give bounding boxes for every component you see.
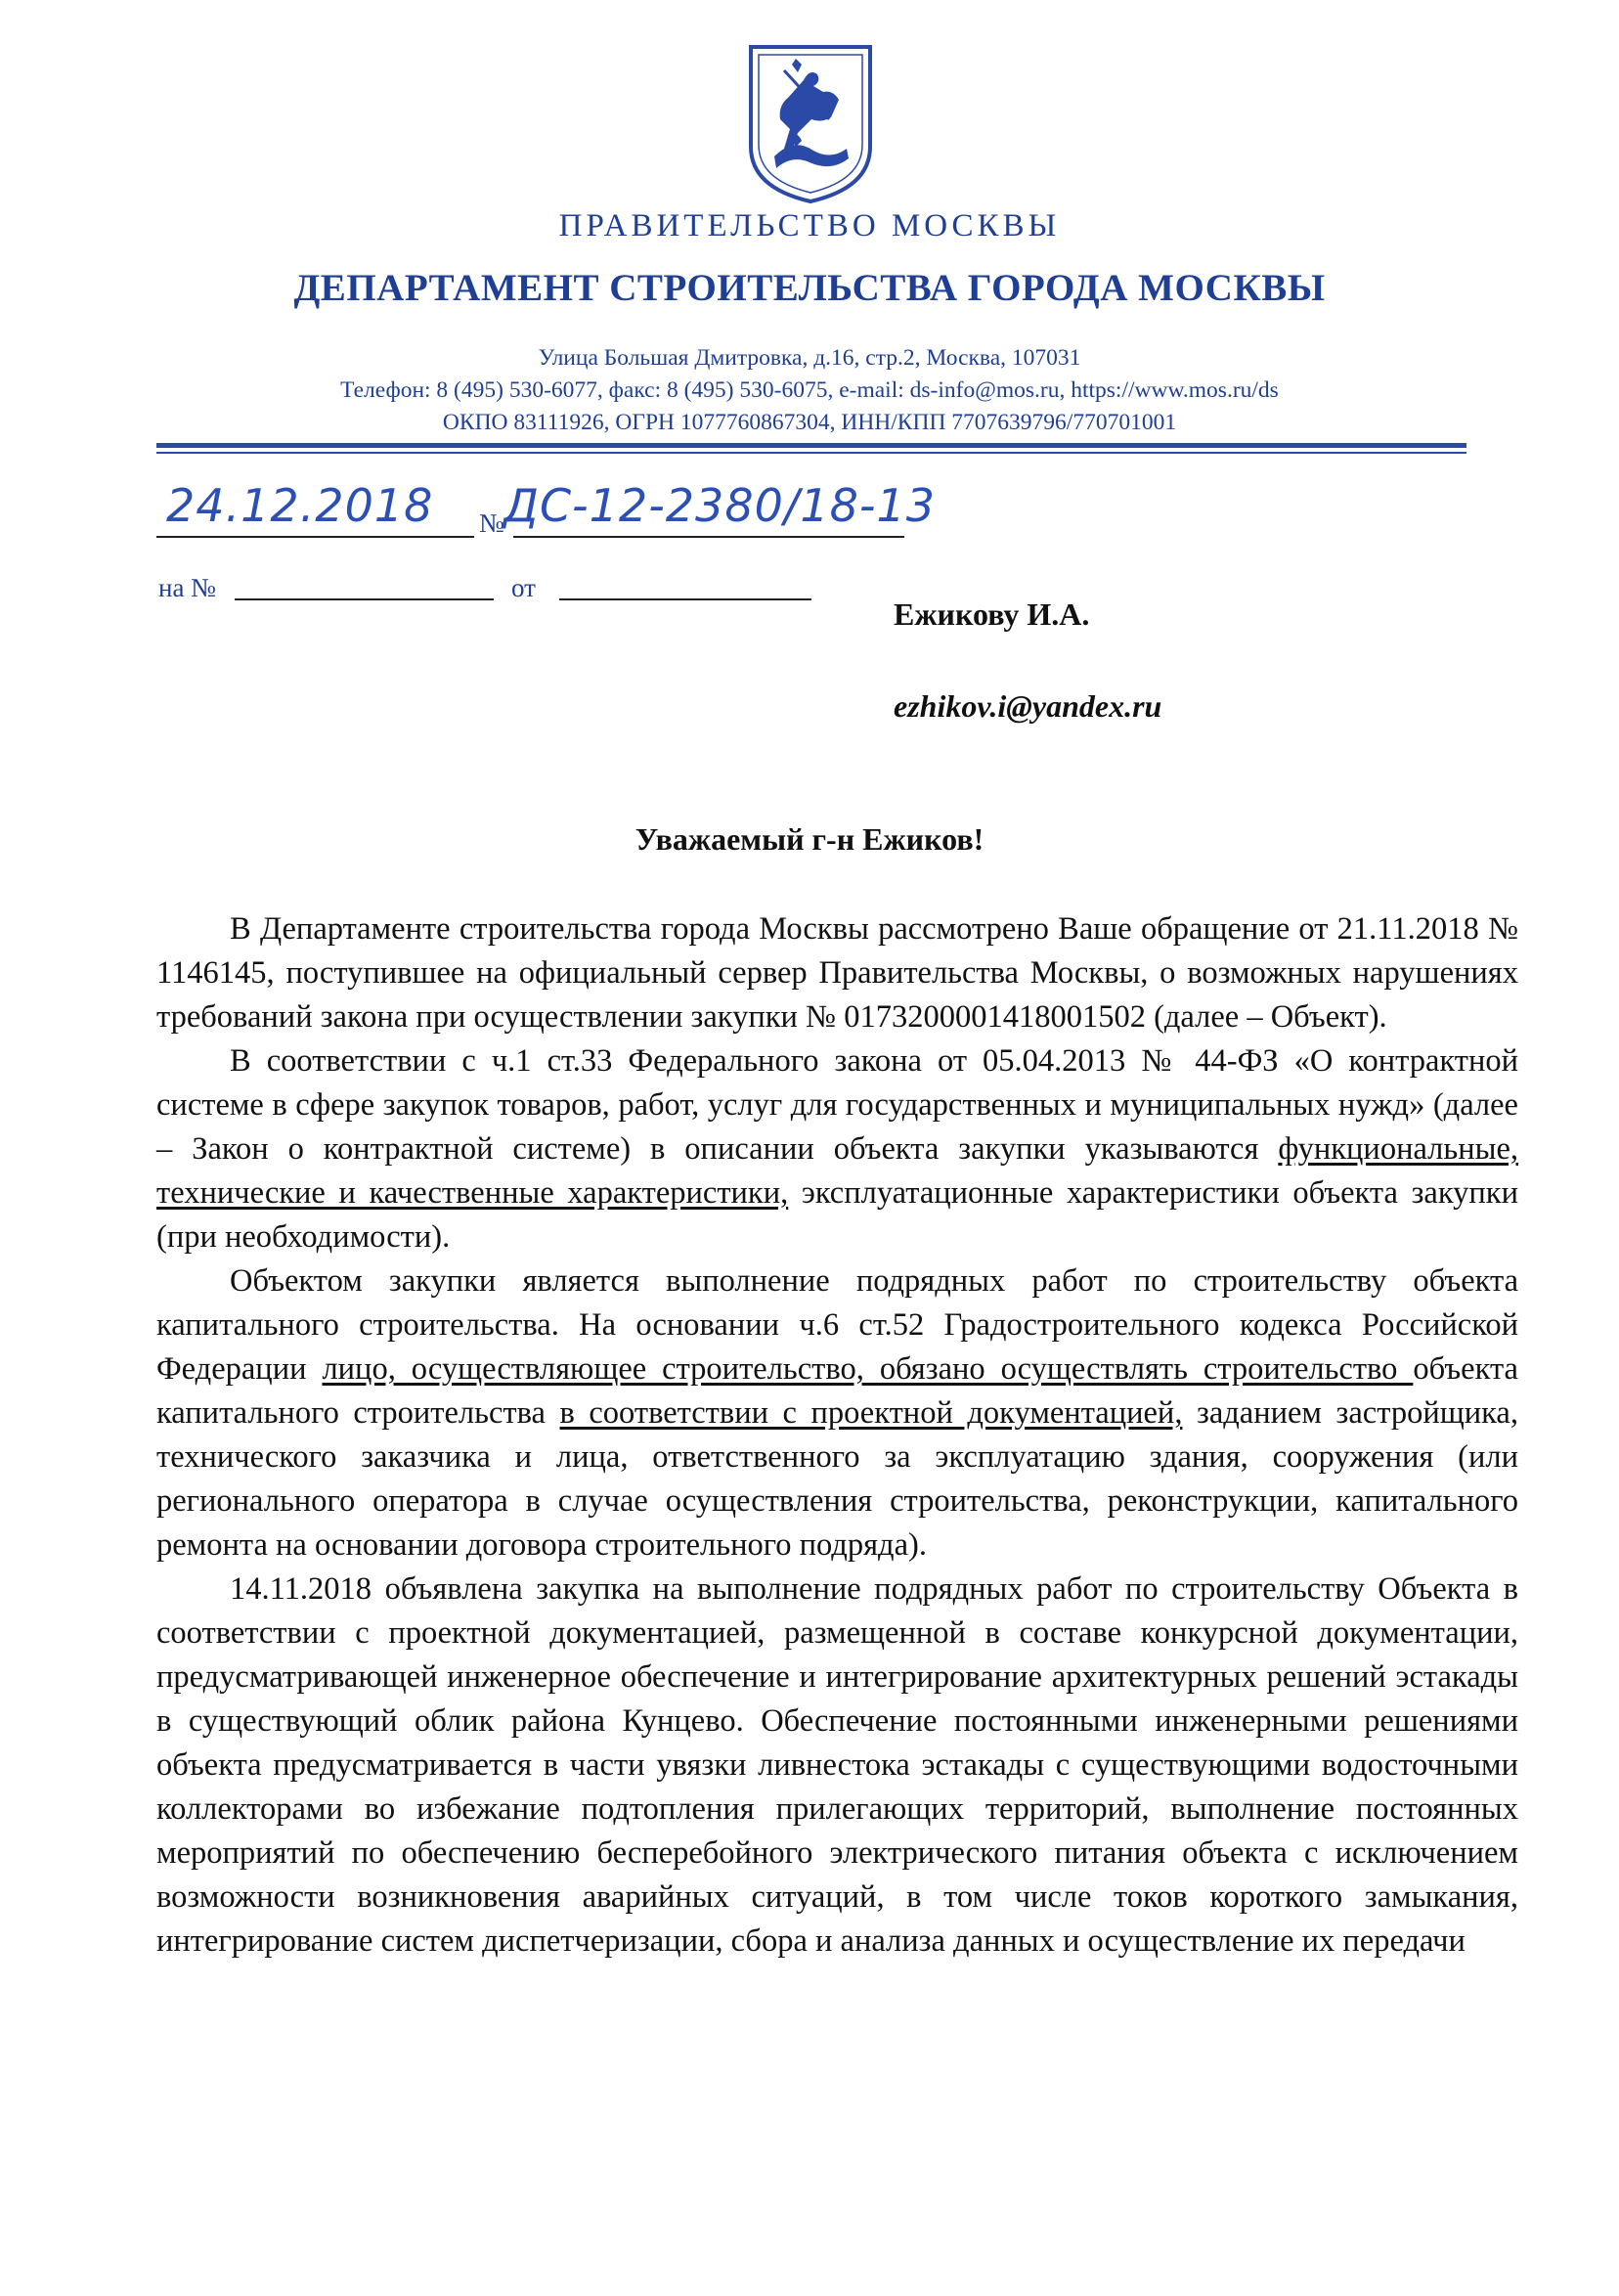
- recipient-name: Ежикову И.А.: [894, 596, 1090, 632]
- letter-body: [156, 907, 1518, 1964]
- letterhead-divider-thin: [156, 452, 1466, 454]
- department-address: Улица Большая Дмитровка, д.16, стр.2, Москва, 107031: [538, 345, 1081, 371]
- recipient-email: ezhikov.i@yandex.ru: [894, 688, 1162, 724]
- paragraph-2-underlined: функциональные, технические и качественные характеристики,: [156, 1131, 1518, 1211]
- number-label: №: [479, 508, 504, 538]
- paragraph-3-underlined-1: лицо, осуществляющее строительство, обязано осуществлять строительство: [322, 1351, 1414, 1387]
- paragraph-3-text: Объектом закупки является выполнение подрядных работ по строительству объекта капитального строительства. На основании ч.6 ст.52 Градостроительного кодекса Российской Федерации: [156, 1263, 1518, 1387]
- paragraph-3: [156, 1259, 1518, 1567]
- number-underline: [513, 536, 904, 538]
- department-contacts: Телефон: 8 (495) 530-6077, факс: 8 (495) 530-6075, e-mail: ds-info@mos.ru, https://www.mos.ru/ds: [340, 377, 1279, 403]
- paragraph-4: 14.11.2018 объявлена закупка на выполнение подрядных работ по строительству Объекта в соответствии с проектной документацией, размещенной в составе конкурсной документации, предусматривающей инженерное обеспечение и интегрирование архитектурных решений эстакады в существующий облик района Кунцево. Обеспечение постоянными инженерными решениями объекта предусматривается в части увязки ливнестока эстакады с существующими водосточными коллекторами во избежание подтопления прилегающих территорий, выполнение постоянных мероприятий по обеспечению бесперебойного электрического питания объекта с исключением возможности возникновения аварийных ситуаций, в том числе токов короткого замыкания, интегрирование систем диспетчеризации, сбора и анализа данных и осуществление их передачи: [156, 1571, 1518, 1959]
- paragraph-3-text-end: заданием застройщика, технического заказчика и лица, ответственного за эксплуатацию здания, сооружения (или регионального оператора в случае осуществления строительства, реконструкции, капитального ремонта на основании договора строительного подряда).: [156, 1395, 1518, 1563]
- paragraph-2-text-end: эксплуатационные характеристики объекта закупки (при необходимости).: [156, 1175, 1518, 1255]
- paragraph-3-underlined-2: в соответствии с проектной документацией,: [559, 1395, 1183, 1431]
- reference-number-line: [235, 598, 494, 600]
- reference-date-label: от: [511, 573, 536, 602]
- greeting: Уважаемый г-н Ежиков!: [634, 821, 985, 857]
- paragraph-1: В Департаменте строительства города Москвы рассмотрено Ваше обращение от 21.11.2018 № 1146145, поступившее на официальный сервер Правительства Москвы, о возможных нарушениях требований закона при осуществлении закупки № 0173200001418001502 (далее – Объект).: [156, 911, 1518, 1035]
- date-underline: [156, 536, 474, 538]
- paragraph-3-text-mid: объекта капитального строительства: [156, 1351, 1518, 1431]
- letter-number: ДС-12-2380/18-13: [503, 479, 937, 532]
- reference-number-label: на №: [158, 573, 216, 602]
- letter-date: 24.12.2018: [166, 479, 434, 532]
- department-codes: ОКПО 83111926, ОГРН 1077760867304, ИНН/КПП 7707639796/770701001: [442, 410, 1177, 435]
- letterhead-divider-thick: [156, 443, 1466, 448]
- paragraph-2-text: В соответствии с ч.1 ст.33 Федерального закона от 05.04.2013 № 44-ФЗ «О контрактной системе в сфере закупок товаров, работ, услуг для государственных и муниципальных нужд» (далее – Закон о контрактной системе) в описании объекта закупки указываются: [156, 1043, 1518, 1167]
- reference-date-line: [559, 598, 811, 600]
- moscow-coat-of-arms-icon: [745, 41, 876, 205]
- department-title: ДЕПАРТАМЕНТ СТРОИТЕЛЬСТВА ГОРОДА МОСКВЫ: [293, 267, 1326, 309]
- government-title: ПРАВИТЕЛЬСТВО МОСКВЫ: [558, 208, 1061, 243]
- paragraph-2: [156, 1039, 1518, 1259]
